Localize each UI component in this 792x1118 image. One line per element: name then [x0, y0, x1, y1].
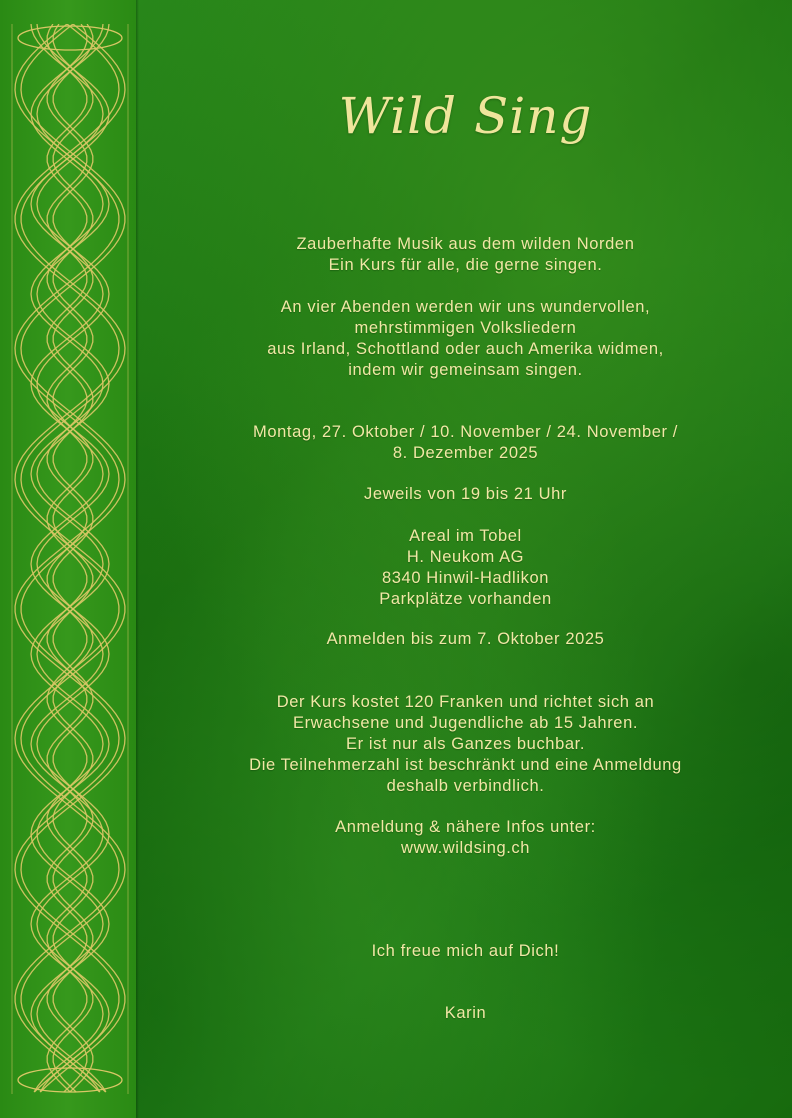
description-line-4: indem wir gemeinsam singen.: [348, 361, 583, 379]
knot-end-loop: [18, 26, 122, 50]
dates-line-1: Montag, 27. Oktober / 10. November / 24. November /: [253, 423, 678, 441]
flyer-content: [139, 0, 792, 1118]
description-line-1: An vier Abenden werden wir uns wundervollen,: [280, 298, 651, 316]
website-link[interactable]: www.wildsing.ch: [400, 839, 531, 857]
description-line-3: aus Irland, Schottland oder auch Amerika widmen,: [267, 340, 664, 358]
pricing-line-2: Erwachsene und Jugendliche ab 15 Jahren.: [292, 714, 639, 732]
location-line-4: Parkplätze vorhanden: [379, 590, 552, 608]
dates-line-2: 8. Dezember 2025: [392, 444, 539, 462]
knot-strand: [47, 24, 87, 1092]
intro-line-1: Zauberhafte Musik aus dem wilden Norden: [296, 235, 635, 253]
knot-strand: [47, 24, 87, 1092]
time-text: Jeweils von 19 bis 21 Uhr: [363, 485, 567, 503]
info-line: Anmeldung & nähere Infos unter:: [335, 818, 596, 836]
closing-text: Ich freue mich auf Dich!: [371, 942, 560, 960]
location-line-1: Areal im Tobel: [409, 527, 522, 545]
location-line-3: 8340 Hinwil-Hadlikon: [382, 569, 549, 587]
knot-strand: [31, 24, 103, 1092]
knot-strand: [15, 24, 119, 1092]
knot-strand: [31, 24, 103, 1092]
celtic-knot-ornament-icon: [8, 24, 132, 1094]
left-border-strip: [0, 0, 136, 1118]
pricing-line-1: Der Kurs kostet 120 Franken und richtet sich an: [276, 693, 655, 711]
pricing-line-3: Er ist nur als Ganzes buchbar.: [345, 735, 586, 753]
knot-strand: [53, 24, 93, 1092]
knot-strand: [53, 24, 93, 1092]
knot-strand: [21, 24, 125, 1092]
knot-strand: [37, 24, 109, 1092]
knot-end-loop: [18, 1068, 122, 1092]
signature: Karin: [444, 1004, 487, 1022]
knot-strand: [21, 24, 125, 1092]
description-line-2: mehrstimmigen Volksliedern: [354, 319, 577, 337]
location-line-2: H. Neukom AG: [406, 548, 525, 566]
pricing-line-5: deshalb verbindlich.: [386, 777, 545, 795]
intro-line-2: Ein Kurs für alle, die gerne singen.: [328, 256, 603, 274]
deadline-text: Anmelden bis zum 7. Oktober 2025: [326, 630, 605, 648]
pricing-line-4: Die Teilnehmerzahl ist beschränkt und eine Anmeldung: [249, 756, 682, 774]
knot-strand: [37, 24, 109, 1092]
page-title: Wild Sing: [338, 87, 593, 145]
knot-strand: [15, 24, 119, 1092]
